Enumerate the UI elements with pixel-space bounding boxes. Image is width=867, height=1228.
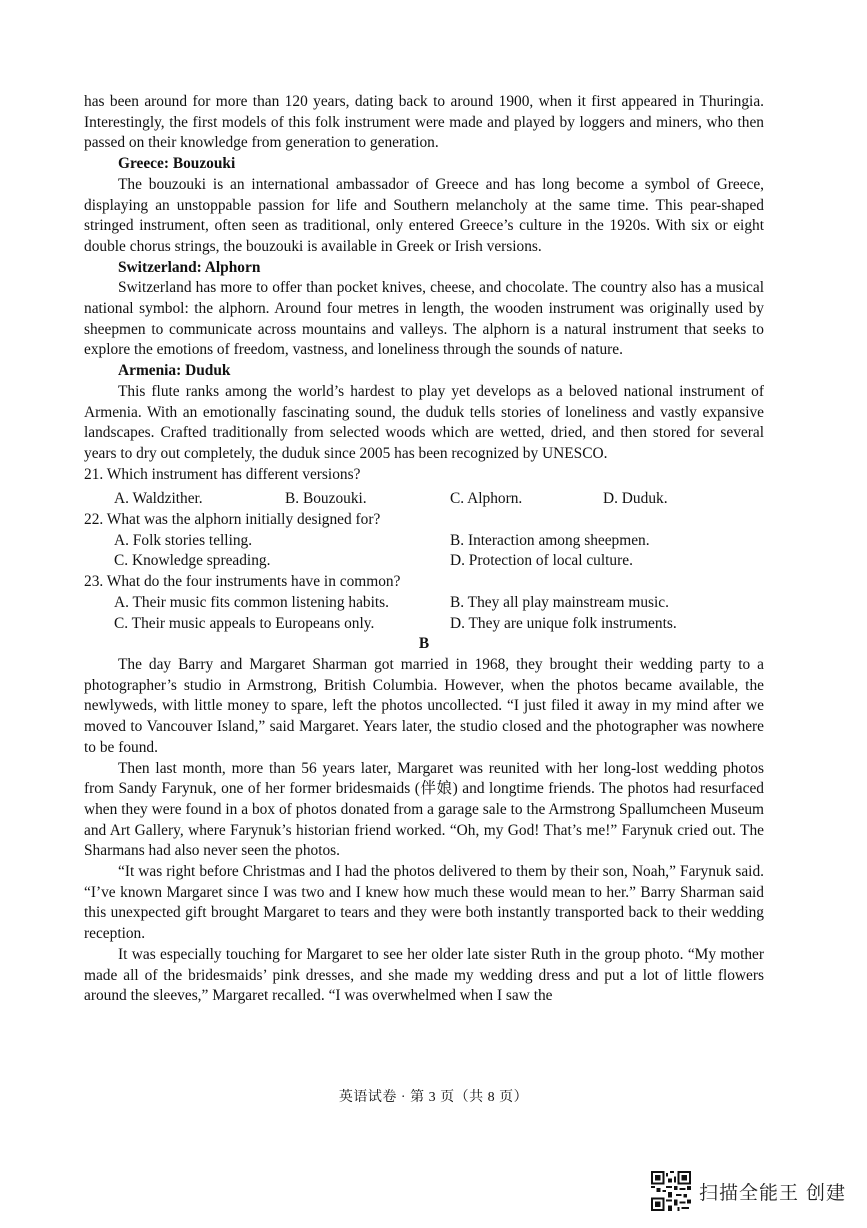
option-a: A. Their music fits common listening habits. xyxy=(114,593,390,611)
question-21-options xyxy=(114,489,764,510)
option-d: D. Protection of local culture. xyxy=(450,552,633,570)
passage-b-paragraph-1: The day Barry and Margaret Sharman got married in 1968, they brought their wedding party to a photographer’s studio in Armstrong, British Columbia. However, when the photos became available, the newlyweds, with little money to spare, left the photos uncollected. “I just filed it away in my mind after we moved to Vancouver Island,” said Margaret. Years later, the studio closed and the photographer was nowhere to be found. xyxy=(84,655,764,756)
question-21: 21. Which instrument has different versions? xyxy=(84,465,361,483)
passage-b-paragraph-3: “It was right before Christmas and I had the photos delivered to them by their son, Noah,” Farynuk said. “I’ve known Margaret since I was two and I knew how much these would mean to her.” Barry Sharman said this unexpected gift brought Margaret to tears and they were both instantly transported back to their wedding reception. xyxy=(84,863,764,943)
heading-greece: Greece: Bouzouki xyxy=(118,155,236,173)
section-b-label: B xyxy=(418,635,430,653)
question-23: 23. What do the four instruments have in common? xyxy=(84,573,401,591)
passage-b-paragraph-2: Then last month, more than 56 years later, Margaret was reunited with her long-lost wedding photos from Sandy Farynuk, one of her former bridesmaids (伴娘) and longtime friends. The photos had resurfaced when they were found in a box of photos donated from a garage sale to the Armstrong Spallumcheen Museum and Art Gallery, where Farynuk’s historian friend worked. “Oh, my God! That’s me!” Farynuk cried out. The Sharmans had also never seen the photos. xyxy=(84,759,764,860)
option-b: B. Bouzouki. xyxy=(285,490,367,508)
question-23-options-row1 xyxy=(114,593,764,614)
page-footer: 英语试卷 · 第 3 页（共 8 页） xyxy=(338,1090,529,1105)
option-d: D. They are unique folk instruments. xyxy=(450,614,677,632)
heading-switzerland: Switzerland: Alphorn xyxy=(118,258,261,276)
option-c: C. Their music appeals to Europeans only. xyxy=(114,614,375,632)
option-a: A. Folk stories telling. xyxy=(114,531,253,549)
qr-code-icon xyxy=(651,1171,691,1211)
passage-b-paragraph-4: It was especially touching for Margaret to see her older late sister Ruth in the group photo. “My mother made all of the bridesmaids’ pink dresses, and she made my wedding dress and put a lot of little flowers around the sleeves,” Margaret recalled. “I was overwhelmed when I saw the xyxy=(84,945,764,1005)
paragraph-switzerland: Switzerland has more to offer than pocket knives, cheese, and chocolate. The country also has a musical national symbol: the alphorn. Around four metres in length, the wooden instrument was originally used by sheepmen to communicate across mountains and valleys. The alphorn is a natural instrument that seeks to explore the emotions of freedom, vastness, and loneliness through the sounds of nature. xyxy=(84,279,764,359)
option-d: D. Duduk. xyxy=(603,490,668,508)
option-b: B. They all play mainstream music. xyxy=(450,593,669,611)
option-a: A. Waldzither. xyxy=(114,490,203,508)
question-22-options-row1 xyxy=(114,531,764,552)
scanner-watermark xyxy=(651,1170,846,1212)
exam-page xyxy=(84,92,764,1007)
question-22-options-row2 xyxy=(114,551,764,572)
paragraph-armenia: This flute ranks among the world’s hardest to play yet develops as a beloved national instrument of Armenia. With an emotionally fascinating sound, the duduk tells stories of loneliness and vastly expansive landscapes. Crafted traditionally from selected woods which are wetted, dried, and then stored for several years to dry out completely, the duduk since 2005 has been recognized by UNESCO. xyxy=(84,382,764,462)
question-22: 22. What was the alphorn initially designed for? xyxy=(84,511,381,529)
option-c: C. Alphorn. xyxy=(450,490,523,508)
option-c: C. Knowledge spreading. xyxy=(114,552,271,570)
passage-a-intro: has been around for more than 120 years, dating back to around 1900, when it first appeared in Thuringia. Interestingly, the first models of this folk instrument were made and played by loggers and miners, who then passed on their knowledge from generation to generation. xyxy=(84,93,764,152)
option-b: B. Interaction among sheepmen. xyxy=(450,531,650,549)
heading-armenia: Armenia: Duduk xyxy=(118,362,231,380)
watermark-text: 扫描全能王 创建 xyxy=(699,1181,847,1204)
paragraph-greece: The bouzouki is an international ambassador of Greece and has long become a symbol of Greece, displaying an unstoppable passion for life and Southern melancholy at the same time. This pear-shaped stringed instrument, often seen as traditional, only entered Greece’s culture in the 1920s. With six or eight double chorus strings, the bouzouki is available in Greek or Irish versions. xyxy=(84,175,764,255)
question-23-options-row2 xyxy=(114,614,764,635)
